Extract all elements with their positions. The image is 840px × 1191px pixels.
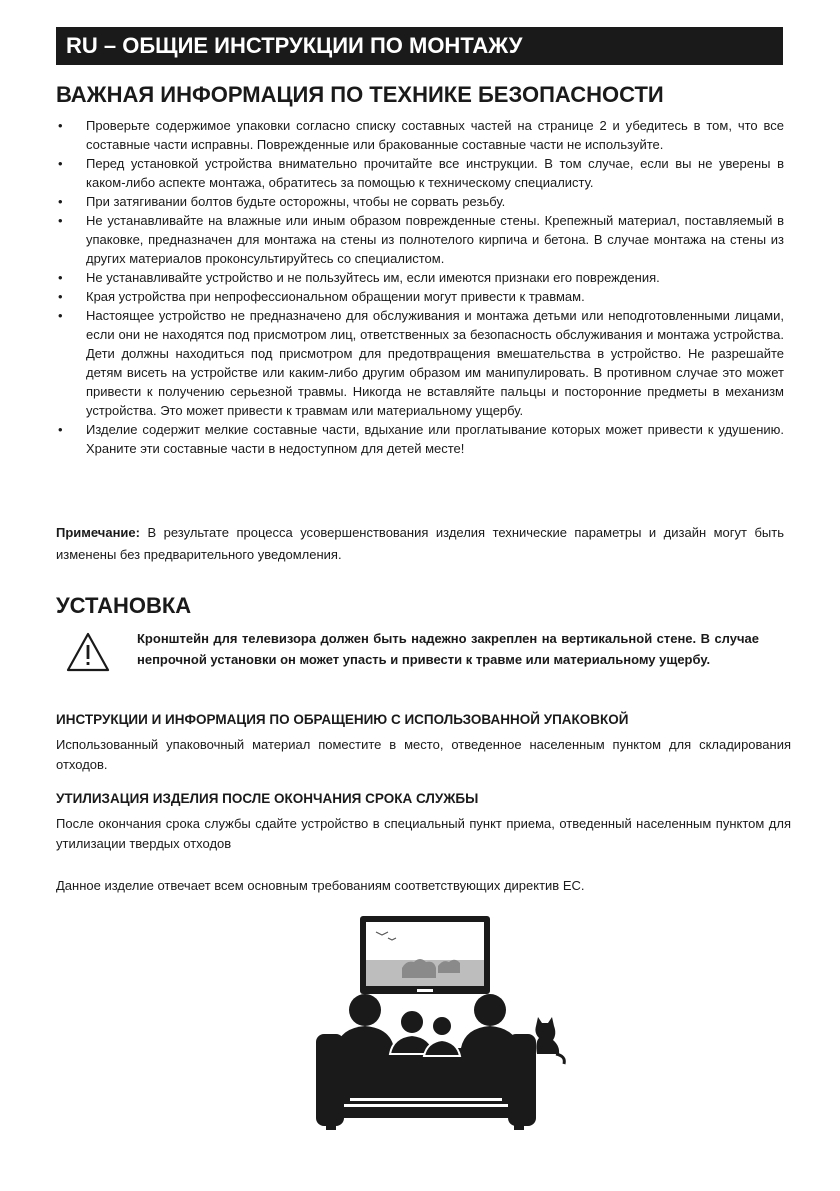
list-item [56,154,784,192]
page-header-title: RU – ОБЩИЕ ИНСТРУКЦИИ ПО МОНТАЖУ [66,33,523,58]
list-item-text: Настоящее устройство не предназначено для обслуживания и монтажа детьми или неподготовленными лицами, если они не находятся под присмотром лиц, ответственных за безопасность обслуживания и монтажа устройства. Дети должны находиться под присмотром для предотвращения вмешательства в устройство. Не разрешайте детям висеть на устройстве или каким-либо другим образом им манипулировать. В противном случае это может привести к получению серьезной травмы. Никогда не вставляйте пальцы и посторонние предметы в механизм устройства. Это может привести к травмам или материальному ущербу. [86,308,784,418]
packaging-section-title: ИНСТРУКЦИИ И ИНФОРМАЦИЯ ПО ОБРАЩЕНИЮ С ИСПОЛЬЗОВАННОЙ УПАКОВКОЙ [56,712,629,727]
installation-warning-text: Кронштейн для телевизора должен быть надежно закреплен на вертикальной стене. В случае непрочной установки он может упасть и привести к травме или материальному ущербу. [137,631,759,667]
bullet-dot: • [58,289,63,304]
page-header-bar [56,27,783,65]
list-item [56,420,784,458]
bullet-dot: • [58,194,63,209]
list-item-text: Не устанавливайте на влажные или иным образом поврежденные стены. Крепежный материал, поставляемый в упаковке, предназначен для монтажа на стены из полнотелого кирпича и бетона. В случае монтажа на стены из других материалов проконсультируйтесь со специалистом. [86,213,784,266]
list-item [56,306,784,420]
list-item [56,211,784,268]
list-item-text: Перед установкой устройства внимательно прочитайте все инструкции. В том случае, если вы не уверены в каком-либо аспекте монтажа, обратитесь за помощью к техническому специалисту. [86,156,784,190]
list-item [56,268,784,287]
disposal-text: После окончания срока службы сдайте устройство в специальный пункт приема, отведенный населенным пунктом для утилизации твердых отходов [56,816,791,851]
safety-bullet-list [56,116,784,458]
list-item-text: Проверьте содержимое упаковки согласно списку составных частей на странице 2 и убедитесь в том, что все составные части исправны. Поврежденные или бракованные составные части не используйте. [86,118,784,152]
note-label: Примечание: [56,525,140,540]
installation-section-title: УСТАНОВКА [56,593,192,618]
bullet-dot: • [58,213,63,228]
tv-icon [360,916,490,994]
list-item [56,192,784,211]
bullet-dot: • [58,118,63,133]
family-watching-tv-illustration [270,908,575,1138]
list-item-text: Изделие содержит мелкие составные части, вдыхание или проглатывание которых может привести к удушению. Храните эти составные части в недоступном для детей месте! [86,422,784,456]
list-item-text: Не устанавливайте устройство и не пользуйтесь им, если имеются признаки его повреждения. [86,270,660,285]
note-text: В результате процесса усовершенствования изделия технические параметры и дизайн могут быть изменены без предварительного уведомления. [56,525,784,562]
warning-triangle-icon [66,632,110,672]
cat-icon [535,1017,564,1064]
note-paragraph [56,522,784,566]
list-item-text: Края устройства при непрофессиональном обращении могут привести к травмам. [86,289,585,304]
list-item-text: При затягивании болтов будьте осторожны, чтобы не сорвать резьбу. [86,194,506,209]
disposal-section-title: УТИЛИЗАЦИЯ ИЗДЕЛИЯ ПОСЛЕ ОКОНЧАНИЯ СРОКА СЛУЖБЫ [56,791,479,806]
bullet-dot: • [58,308,63,323]
eu-conformity-text: Данное изделие отвечает всем основным требованиям соответствующих директив ЕС. [56,878,585,893]
bullet-dot: • [58,270,63,285]
list-item [56,116,784,154]
safety-section-title: ВАЖНАЯ ИНФОРМАЦИЯ ПО ТЕХНИКЕ БЕЗОПАСНОСТИ [56,82,664,107]
bullet-dot: • [58,422,63,437]
family-silhouette-icon [336,994,519,1056]
list-item [56,287,784,306]
bullet-dot: • [58,156,63,171]
packaging-text: Использованный упаковочный материал поместите в место, отведенное населенным пунктом для складирования отходов. [56,737,791,772]
